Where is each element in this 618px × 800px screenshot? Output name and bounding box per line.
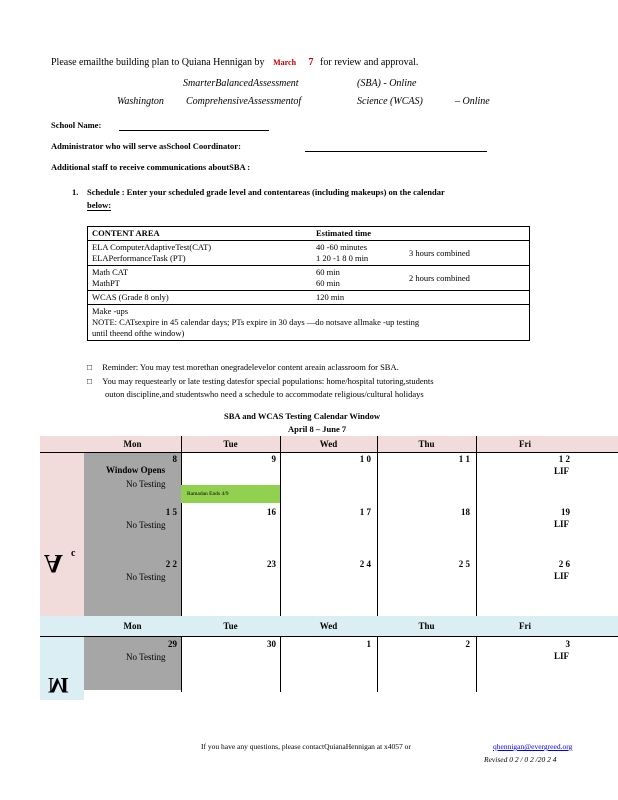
month-side-label-may: M [48,673,69,698]
day-header-wed: Wed [319,439,338,449]
day-cell[interactable]: 1 0 [359,454,371,464]
lif-label: LIF [553,519,569,529]
school-name-line[interactable] [119,130,269,131]
day-header-thu: Thu [418,621,435,631]
sba-title: SmarterBalancedAssessment [183,78,299,89]
day-cell[interactable]: 2 5 [458,559,470,569]
day-header-mon: Mon [123,439,142,449]
day-cell[interactable]: 29 No Testing [126,639,177,662]
footer-questions: If you have any questions, please contactQuianaHennigan at x4057 or [201,742,411,751]
wcas-title: ComprehensiveAssessmentof [186,96,302,107]
table-row: ELA ComputerAdaptiveTest(CAT) ELAPerformanceTask (PT) 40 -60 minutes 1 20 -1 8 0 min 3 hours combined [88,241,530,266]
request-bullet: □ You may requestearly or late testing datesfor special populations: home/hospital tutoring,students [87,376,434,386]
calendar-title: SBA and WCAS Testing Calendar Window [224,411,380,421]
day-cell[interactable]: 19 LIF [553,507,570,529]
school-name-label: School Name: [51,120,102,130]
combined-time: 2 hours combined [405,266,530,291]
no-testing: No Testing [126,572,166,582]
schedule-number: 1. [72,187,79,197]
additional-staff-label: Additional staff to receive communications aboutSBA : [51,162,251,172]
header-content-area: CONTENT AREA [92,228,160,238]
combined-time: 3 hours combined [405,241,530,266]
day-cell[interactable]: 1 5 No Testing [126,507,177,530]
deadline-month: March [273,58,297,67]
day-cell[interactable]: 2 [465,639,470,649]
day-cell[interactable]: 1 [366,639,371,649]
day-header-tue: Tue [223,621,238,631]
lif-label: LIF [553,651,569,661]
checkbox-icon: □ [87,376,93,386]
day-cell[interactable]: 23 [267,559,276,569]
contact-email-link[interactable]: qhennigan@evergreed.org [493,742,573,751]
day-header-mon: Mon [123,621,142,631]
day-cell[interactable]: 30 [267,639,276,649]
day-header-tue: Tue [223,439,238,449]
schedule-instruction: Schedule : Enter your scheduled grade level and contentareas (including makeups) on the calendar [87,187,445,197]
revised-date: Revised 0 2 / 0 2 /20 2 4 [484,755,557,764]
wcas-online: – Online [455,96,490,107]
day-cell[interactable]: 8 Window Opens No Testing [106,454,177,489]
lif-label: LIF [553,466,569,476]
month-side-fragment: c [71,548,76,559]
day-header-thu: Thu [418,439,435,449]
day-cell[interactable]: 2 6 LIF [553,559,570,581]
day-cell[interactable]: 9 [271,454,276,464]
no-testing: No Testing [126,479,166,489]
intro-text: Please emailthe building plan to Quiana Hennigan by [51,57,265,68]
window-opens: Window Opens [106,465,166,475]
reminder-bullet: □ Reminder: You may test morethan onegradelevelor content areain aclassroom for SBA. [87,362,399,372]
administrator-line[interactable] [305,151,487,152]
deadline-day: 7 [308,57,314,68]
schedule-instruction-end: below: [87,200,112,210]
content-area-table [87,226,530,341]
day-header-fri: Fri [519,621,531,631]
lif-label: LIF [553,571,569,581]
day-cell[interactable]: 2 4 [359,559,371,569]
day-cell[interactable]: 16 [267,507,276,517]
calendar-subtitle: April 8 – June 7 [288,424,347,434]
no-testing: No Testing [126,520,166,530]
day-cell[interactable]: 1 7 [359,507,371,517]
intro-line-1 [51,57,418,68]
header-estimated-time: Estimated time [316,228,372,238]
wcas-abbrev: Science (WCAS) [357,96,423,107]
table-row-makeups: Make -ups NOTE: CATsexpire in 45 calendar days; PTs expire in 30 days —do notsave allmake -up testing until theend ofthe window) [88,305,530,341]
day-cell[interactable]: 1 2 LIF [553,454,570,476]
day-cell[interactable]: 3 LIF [553,639,570,661]
table-row: WCAS (Grade 8 only) 120 min [88,291,530,305]
day-cell[interactable]: 2 2 No Testing [126,559,177,582]
table-header-row [88,227,530,241]
month-side-label-april: A [44,549,63,578]
ramadan-event: Ramadan Ends 4/9 [181,485,280,503]
day-header-fri: Fri [519,439,531,449]
request-bullet-cont: outon discipline,and studentswho need a schedule to accommodate religious/cultural holidays [105,389,424,399]
intro-text-end: for review and approval. [320,57,419,68]
table-row: Math CAT MathPT 60 min 60 min 2 hours combined [88,266,530,291]
day-cell[interactable]: 18 [461,507,470,517]
day-header-wed: Wed [319,621,338,631]
day-cell[interactable]: 1 1 [458,454,470,464]
wcas-state: Washington [117,96,164,107]
no-testing: No Testing [126,652,166,662]
administrator-label: Administrator who will serve asSchool Coordinator: [51,141,241,151]
checkbox-icon: □ [87,362,93,372]
sba-abbrev: (SBA) - Online [357,78,417,89]
